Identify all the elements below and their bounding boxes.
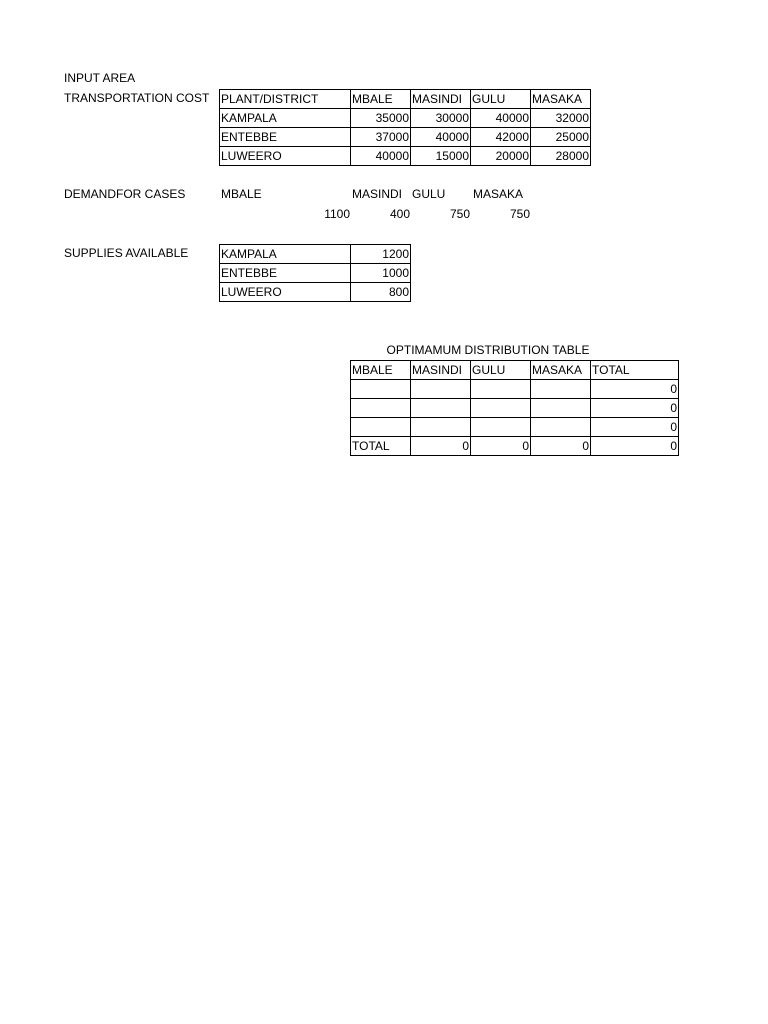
column-total-cell[interactable]: 0: [531, 437, 591, 456]
allocation-cell[interactable]: [531, 418, 591, 437]
allocation-cell[interactable]: [531, 380, 591, 399]
column-total-cell[interactable]: 0: [411, 437, 471, 456]
table-row: [351, 418, 679, 437]
distribution-table: [350, 360, 679, 456]
transportation-cost-label: TRANSPORTATION COST: [64, 91, 210, 105]
allocation-cell[interactable]: [351, 380, 411, 399]
header-cell[interactable]: GULU: [471, 361, 531, 380]
supplies-table: [219, 244, 411, 302]
cost-cell[interactable]: 40000: [351, 147, 411, 166]
row-total-cell[interactable]: 0: [591, 418, 679, 437]
supply-cell[interactable]: 1200: [351, 245, 411, 264]
grand-total-cell[interactable]: 0: [591, 437, 679, 456]
allocation-cell[interactable]: [471, 418, 531, 437]
table-row: [220, 128, 591, 147]
table-row: [220, 147, 591, 166]
demand-label: DEMANDFOR CASES: [64, 187, 186, 201]
row-total-cell[interactable]: 0: [591, 399, 679, 418]
table-row: [220, 283, 411, 302]
allocation-cell[interactable]: [531, 399, 591, 418]
demand-district-masindi[interactable]: MASINDI: [352, 187, 403, 201]
table-row: [351, 380, 679, 399]
demand-value-gulu[interactable]: 750: [449, 207, 470, 221]
allocation-cell[interactable]: [351, 418, 411, 437]
transportation-cost-table: [219, 89, 591, 166]
header-cell[interactable]: GULU: [471, 90, 531, 109]
plant-cell[interactable]: KAMPALA: [220, 245, 351, 264]
input-area-label: INPUT AREA: [64, 71, 136, 85]
distribution-header-row: [351, 361, 679, 380]
cost-cell[interactable]: 20000: [471, 147, 531, 166]
transport-header-row: [220, 90, 591, 109]
table-row: [220, 264, 411, 283]
demand-district-gulu[interactable]: GULU: [412, 187, 446, 201]
allocation-cell[interactable]: [471, 380, 531, 399]
plant-cell[interactable]: KAMPALA: [220, 109, 351, 128]
distribution-table-title: OPTIMAMUM DISTRIBUTION TABLE: [386, 343, 590, 357]
cost-cell[interactable]: 30000: [411, 109, 471, 128]
demand-value-masaka[interactable]: 750: [509, 207, 530, 221]
cost-cell[interactable]: 37000: [351, 128, 411, 147]
plant-cell[interactable]: ENTEBBE: [220, 128, 351, 147]
cost-cell[interactable]: 28000: [531, 147, 591, 166]
allocation-cell[interactable]: [411, 380, 471, 399]
plant-cell[interactable]: LUWEERO: [220, 283, 351, 302]
cost-cell[interactable]: 15000: [411, 147, 471, 166]
row-total-cell[interactable]: 0: [591, 380, 679, 399]
supply-cell[interactable]: 800: [351, 283, 411, 302]
cost-cell[interactable]: 42000: [471, 128, 531, 147]
demand-district-masaka[interactable]: MASAKA: [473, 187, 524, 201]
header-cell[interactable]: PLANT/DISTRICT: [220, 90, 351, 109]
plant-cell[interactable]: ENTEBBE: [220, 264, 351, 283]
demand-district-mbale[interactable]: MBALE: [221, 187, 262, 201]
totals-row: [351, 437, 679, 456]
plant-cell[interactable]: LUWEERO: [220, 147, 351, 166]
demand-value-mbale[interactable]: 1100: [324, 207, 350, 221]
supplies-label: SUPPLIES AVAILABLE: [64, 246, 189, 260]
cost-cell[interactable]: 40000: [471, 109, 531, 128]
column-total-cell[interactable]: 0: [471, 437, 531, 456]
total-label-cell[interactable]: TOTAL: [351, 437, 411, 456]
cost-cell[interactable]: 40000: [411, 128, 471, 147]
allocation-cell[interactable]: [411, 418, 471, 437]
allocation-cell[interactable]: [351, 399, 411, 418]
allocation-cell[interactable]: [471, 399, 531, 418]
header-cell[interactable]: MASAKA: [531, 361, 591, 380]
header-cell[interactable]: MASINDI: [411, 361, 471, 380]
demand-value-masindi[interactable]: 400: [389, 207, 410, 221]
cost-cell[interactable]: 35000: [351, 109, 411, 128]
header-cell[interactable]: MBALE: [351, 90, 411, 109]
cost-cell[interactable]: 25000: [531, 128, 591, 147]
header-cell[interactable]: MASAKA: [531, 90, 591, 109]
header-cell[interactable]: MASINDI: [411, 90, 471, 109]
allocation-cell[interactable]: [411, 399, 471, 418]
cost-cell[interactable]: 32000: [531, 109, 591, 128]
table-row: [220, 109, 591, 128]
supply-cell[interactable]: 1000: [351, 264, 411, 283]
table-row: [351, 399, 679, 418]
header-cell[interactable]: MBALE: [351, 361, 411, 380]
header-cell[interactable]: TOTAL: [591, 361, 679, 380]
table-row: [220, 245, 411, 264]
